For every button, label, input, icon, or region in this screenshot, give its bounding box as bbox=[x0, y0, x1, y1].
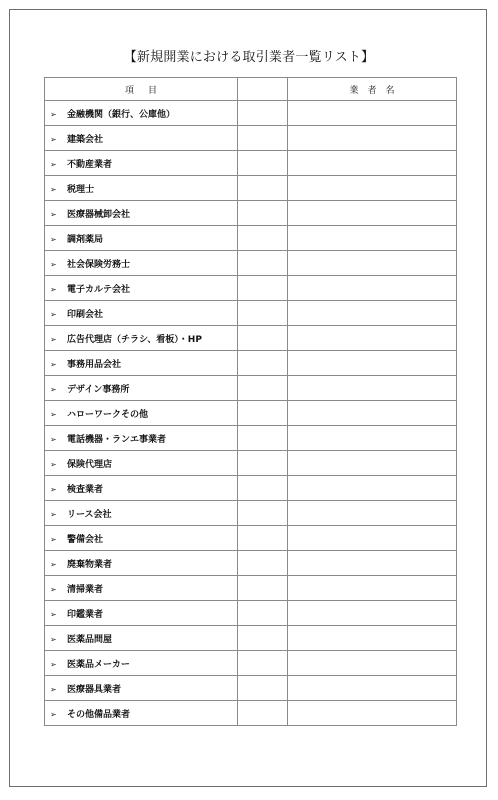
table-row bbox=[45, 501, 457, 526]
blank-cell[interactable] bbox=[238, 101, 288, 126]
header-item bbox=[45, 78, 238, 101]
table-row bbox=[45, 426, 457, 451]
table-row bbox=[45, 526, 457, 551]
blank-cell[interactable] bbox=[238, 376, 288, 401]
item-label: リース会社 bbox=[67, 509, 112, 520]
arrow-bullet-icon: ➢ bbox=[50, 334, 57, 344]
vendor-name-cell[interactable] bbox=[288, 451, 457, 476]
item-cell bbox=[45, 201, 238, 226]
blank-cell[interactable] bbox=[238, 176, 288, 201]
item-cell bbox=[45, 276, 238, 301]
arrow-bullet-icon: ➢ bbox=[50, 459, 57, 469]
item-label: 電子カルテ会社 bbox=[67, 284, 131, 295]
blank-cell[interactable] bbox=[238, 551, 288, 576]
table-row bbox=[45, 326, 457, 351]
arrow-bullet-icon: ➢ bbox=[50, 359, 57, 369]
blank-cell[interactable] bbox=[238, 126, 288, 151]
item-cell bbox=[45, 401, 238, 426]
table-row bbox=[45, 401, 457, 426]
vendor-name-cell[interactable] bbox=[288, 626, 457, 651]
arrow-bullet-icon: ➢ bbox=[50, 534, 57, 544]
item-cell bbox=[45, 551, 238, 576]
blank-cell[interactable] bbox=[238, 526, 288, 551]
table-row bbox=[45, 676, 457, 701]
vendor-name-cell[interactable] bbox=[288, 701, 457, 726]
table-row bbox=[45, 151, 457, 176]
item-label: 電話機器・ランエ事業者 bbox=[67, 434, 167, 445]
blank-cell[interactable] bbox=[238, 251, 288, 276]
vendor-list-table bbox=[44, 77, 457, 726]
vendor-name-cell[interactable] bbox=[288, 201, 457, 226]
blank-cell[interactable] bbox=[238, 351, 288, 376]
blank-cell[interactable] bbox=[238, 451, 288, 476]
arrow-bullet-icon: ➢ bbox=[50, 559, 57, 569]
table-row bbox=[45, 701, 457, 726]
item-label: 医薬品問屋 bbox=[67, 634, 113, 645]
blank-cell[interactable] bbox=[238, 501, 288, 526]
item-label: 社会保険労務士 bbox=[67, 259, 131, 270]
arrow-bullet-icon: ➢ bbox=[50, 109, 57, 119]
item-label: 金融機関（銀行、公庫他） bbox=[67, 109, 176, 120]
arrow-bullet-icon: ➢ bbox=[50, 484, 57, 494]
table-row bbox=[45, 476, 457, 501]
item-label: 税理士 bbox=[67, 184, 95, 195]
item-cell bbox=[45, 226, 238, 251]
vendor-name-cell[interactable] bbox=[288, 226, 457, 251]
arrow-bullet-icon: ➢ bbox=[50, 434, 57, 444]
item-label: 印刷会社 bbox=[67, 309, 104, 320]
blank-cell[interactable] bbox=[238, 651, 288, 676]
table-row bbox=[45, 251, 457, 276]
item-cell bbox=[45, 601, 238, 626]
blank-cell[interactable] bbox=[238, 151, 288, 176]
item-cell bbox=[45, 426, 238, 451]
item-cell bbox=[45, 101, 238, 126]
vendor-name-cell[interactable] bbox=[288, 526, 457, 551]
table-row bbox=[45, 101, 457, 126]
item-cell bbox=[45, 576, 238, 601]
vendor-name-cell[interactable] bbox=[288, 301, 457, 326]
vendor-name-cell[interactable] bbox=[288, 651, 457, 676]
vendor-name-cell[interactable] bbox=[288, 501, 457, 526]
blank-cell[interactable] bbox=[238, 576, 288, 601]
item-label: デザイン事務所 bbox=[67, 384, 130, 395]
item-label: 広告代理店（チラシ、看板）・HP bbox=[67, 334, 202, 345]
arrow-bullet-icon: ➢ bbox=[50, 409, 57, 419]
item-cell bbox=[45, 251, 238, 276]
blank-cell[interactable] bbox=[238, 676, 288, 701]
vendor-name-cell[interactable] bbox=[288, 251, 457, 276]
item-label: 保険代理店 bbox=[67, 459, 113, 470]
vendor-name-cell[interactable] bbox=[288, 401, 457, 426]
vendor-name-cell[interactable] bbox=[288, 101, 457, 126]
table-body bbox=[45, 101, 457, 726]
document-title: 【新規開業における取引業者一覧リスト】 bbox=[123, 50, 375, 65]
item-cell bbox=[45, 151, 238, 176]
item-label: ハローワークその他 bbox=[67, 409, 149, 420]
vendor-name-cell[interactable] bbox=[288, 126, 457, 151]
table-row bbox=[45, 176, 457, 201]
item-label: 検査業者 bbox=[67, 484, 104, 495]
item-label: 不動産業者 bbox=[67, 159, 113, 170]
item-cell bbox=[45, 651, 238, 676]
table-row bbox=[45, 276, 457, 301]
blank-cell[interactable] bbox=[238, 301, 288, 326]
table-row bbox=[45, 376, 457, 401]
item-cell bbox=[45, 301, 238, 326]
blank-cell[interactable] bbox=[238, 626, 288, 651]
item-cell bbox=[45, 176, 238, 201]
blank-cell[interactable] bbox=[238, 701, 288, 726]
item-label: 医薬品メーカー bbox=[67, 659, 130, 670]
blank-cell[interactable] bbox=[238, 276, 288, 301]
arrow-bullet-icon: ➢ bbox=[50, 709, 57, 719]
vendor-name-cell[interactable] bbox=[288, 276, 457, 301]
item-label: 警備会社 bbox=[67, 534, 104, 545]
vendor-name-cell[interactable] bbox=[288, 426, 457, 451]
table-row bbox=[45, 351, 457, 376]
arrow-bullet-icon: ➢ bbox=[50, 234, 57, 244]
item-cell bbox=[45, 476, 238, 501]
arrow-bullet-icon: ➢ bbox=[50, 609, 57, 619]
arrow-bullet-icon: ➢ bbox=[50, 209, 57, 219]
item-label: 建築会社 bbox=[67, 134, 104, 145]
blank-cell[interactable] bbox=[238, 401, 288, 426]
item-label: 印鑑業者 bbox=[67, 609, 104, 620]
arrow-bullet-icon: ➢ bbox=[50, 284, 57, 294]
item-label: 廃棄物業者 bbox=[67, 559, 113, 570]
arrow-bullet-icon: ➢ bbox=[50, 259, 57, 269]
vendor-name-cell[interactable] bbox=[288, 151, 457, 176]
header-item-label: 項目 bbox=[124, 85, 171, 96]
header-vendor-name bbox=[288, 78, 457, 101]
blank-cell[interactable] bbox=[238, 326, 288, 351]
table-row bbox=[45, 626, 457, 651]
vendor-name-cell[interactable] bbox=[288, 176, 457, 201]
blank-cell[interactable] bbox=[238, 426, 288, 451]
vendor-name-cell[interactable] bbox=[288, 551, 457, 576]
table-row bbox=[45, 201, 457, 226]
arrow-bullet-icon: ➢ bbox=[50, 384, 57, 394]
table-row bbox=[45, 301, 457, 326]
table-row bbox=[45, 651, 457, 676]
item-label: 調剤薬局 bbox=[67, 234, 104, 245]
blank-cell[interactable] bbox=[238, 201, 288, 226]
item-cell bbox=[45, 351, 238, 376]
table-row bbox=[45, 551, 457, 576]
item-label: 医療器械卸会社 bbox=[67, 209, 131, 220]
vendor-name-cell[interactable] bbox=[288, 476, 457, 501]
item-label: 清掃業者 bbox=[67, 584, 104, 595]
blank-cell[interactable] bbox=[238, 601, 288, 626]
vendor-name-cell[interactable] bbox=[288, 676, 457, 701]
arrow-bullet-icon: ➢ bbox=[50, 309, 57, 319]
arrow-bullet-icon: ➢ bbox=[50, 509, 57, 519]
arrow-bullet-icon: ➢ bbox=[50, 684, 57, 694]
blank-cell[interactable] bbox=[238, 476, 288, 501]
vendor-name-cell[interactable] bbox=[288, 601, 457, 626]
table-row bbox=[45, 601, 457, 626]
vendor-name-cell[interactable] bbox=[288, 576, 457, 601]
header-blank bbox=[238, 78, 288, 101]
vendor-name-cell[interactable] bbox=[288, 351, 457, 376]
item-cell bbox=[45, 376, 238, 401]
item-label: 医療器具業者 bbox=[67, 684, 122, 695]
item-cell bbox=[45, 526, 238, 551]
item-cell bbox=[45, 326, 238, 351]
arrow-bullet-icon: ➢ bbox=[50, 584, 57, 594]
item-label: その他備品業者 bbox=[67, 709, 131, 720]
table-header-row bbox=[45, 78, 457, 101]
arrow-bullet-icon: ➢ bbox=[50, 159, 57, 169]
arrow-bullet-icon: ➢ bbox=[50, 184, 57, 194]
header-vendor-name-label: 業者名 bbox=[349, 85, 404, 96]
table-row bbox=[45, 576, 457, 601]
vendor-name-cell[interactable] bbox=[288, 376, 457, 401]
item-cell bbox=[45, 501, 238, 526]
item-cell bbox=[45, 126, 238, 151]
blank-cell[interactable] bbox=[238, 226, 288, 251]
vendor-name-cell[interactable] bbox=[288, 326, 457, 351]
item-cell bbox=[45, 451, 238, 476]
table-row bbox=[45, 451, 457, 476]
arrow-bullet-icon: ➢ bbox=[50, 134, 57, 144]
item-label: 事務用品会社 bbox=[67, 359, 122, 370]
arrow-bullet-icon: ➢ bbox=[50, 634, 57, 644]
item-cell bbox=[45, 701, 238, 726]
arrow-bullet-icon: ➢ bbox=[50, 659, 57, 669]
table-row bbox=[45, 226, 457, 251]
table-row bbox=[45, 126, 457, 151]
item-cell bbox=[45, 676, 238, 701]
item-cell bbox=[45, 626, 238, 651]
